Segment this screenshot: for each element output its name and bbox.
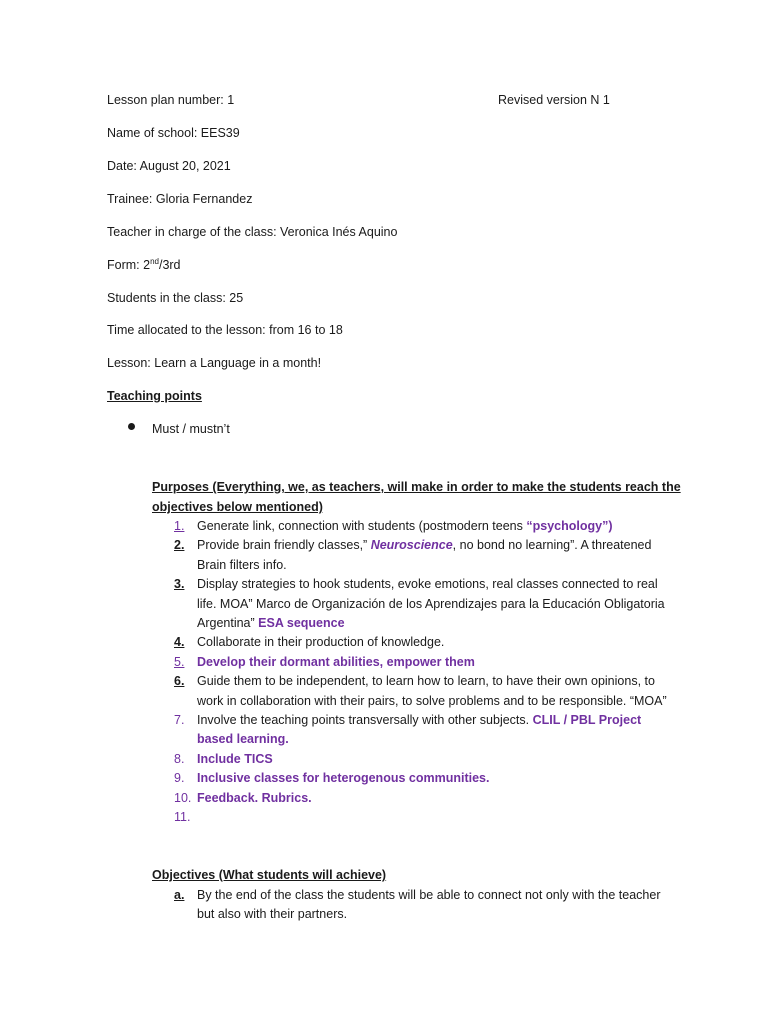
- date-line: Date: August 20, 2021: [107, 159, 231, 173]
- item-text-continued: , no bond no learning”. A threatened Brain filters info.: [197, 538, 652, 572]
- item-text: Collaborate in their production of knowledge.: [197, 635, 445, 650]
- item-number: 6.: [174, 674, 185, 689]
- objectives-heading: Objectives (What students will achieve): [152, 868, 387, 882]
- list-item: [152, 633, 672, 652]
- revised-version: Revised version N 1: [498, 93, 610, 107]
- list-item: [152, 808, 672, 827]
- purposes-list: [152, 517, 672, 828]
- item-number: 9.: [174, 771, 185, 786]
- bullet-icon: [128, 423, 135, 430]
- list-item: [152, 789, 672, 808]
- purposes-heading-line-2: objectives below mentioned): [152, 500, 323, 514]
- item-text: Involve the teaching points transversally with other subjects.: [197, 713, 533, 728]
- item-accent: “psychology”): [526, 519, 613, 533]
- list-item: [152, 575, 672, 633]
- item-accent: Neuroscience: [370, 538, 453, 553]
- list-item: [152, 653, 672, 672]
- purposes-heading-line-1: Purposes (Everything, we, as teachers, will make in order to make the students reach the: [152, 480, 681, 494]
- form-suffix: /3rd: [158, 258, 181, 272]
- item-text: Display strategies to hook students, evoke emotions, real classes connected to real life. MOA” Marco de Organización de los Aprendizajes para la Educación Obligatoria Argentina”: [197, 577, 665, 631]
- list-item: [152, 886, 672, 925]
- item-text: Guide them to be independent, to learn how to learn, to have their own opinions, to work in collaboration with their pairs, to solve problems and to be responsible. “MOA”: [197, 674, 667, 708]
- item-text: Include TICS: [197, 751, 273, 766]
- list-item: [152, 672, 672, 711]
- item-text: Provide brain friendly classes,”: [197, 538, 371, 553]
- item-number: 4.: [174, 635, 185, 650]
- item-number: 11.: [174, 810, 191, 825]
- item-number: 3.: [174, 577, 185, 592]
- item-number: 1.: [174, 519, 185, 533]
- item-accent: CLIL / PBL Project based learning.: [197, 713, 642, 747]
- lesson-line: Lesson: Learn a Language in a month!: [107, 356, 322, 370]
- form-line: [107, 258, 181, 272]
- item-accent: ESA sequence: [258, 616, 345, 631]
- school-name: Name of school: EES39: [107, 126, 240, 140]
- item-text: Generate link, connection with students (postmodern teens: [197, 519, 527, 533]
- objectives-list: [152, 886, 672, 925]
- form-superscript: nd: [150, 257, 159, 266]
- list-item: [152, 536, 672, 575]
- item-number: 2.: [174, 538, 185, 553]
- teacher-line: Teacher in charge of the class: Veronica Inés Aquino: [107, 225, 398, 239]
- students-line: Students in the class: 25: [107, 291, 244, 305]
- teaching-points-heading: Teaching points: [107, 389, 202, 403]
- teaching-point-item: Must / mustn’t: [152, 422, 230, 436]
- list-item: [152, 769, 672, 788]
- form-prefix: Form: 2: [107, 258, 151, 272]
- time-line: Time allocated to the lesson: from 16 to 18: [107, 323, 343, 337]
- item-number: 8.: [174, 751, 185, 766]
- item-number: 7.: [174, 713, 185, 728]
- item-text: Feedback. Rubrics.: [197, 790, 312, 805]
- item-number: 5.: [174, 654, 185, 669]
- item-number: a.: [174, 888, 185, 902]
- item-text: Inclusive classes for heterogenous communities.: [197, 771, 490, 786]
- list-item: [152, 517, 672, 536]
- lesson-plan-number: Lesson plan number: 1: [107, 93, 235, 107]
- item-number: 10.: [174, 790, 192, 805]
- list-item: [152, 711, 672, 750]
- trainee-line: Trainee: Gloria Fernandez: [107, 192, 253, 206]
- item-text: By the end of the class the students will be able to connect not only with the teacher but also with their partners.: [197, 888, 661, 922]
- item-text: Develop their dormant abilities, empower them: [197, 654, 475, 669]
- list-item: [152, 750, 672, 769]
